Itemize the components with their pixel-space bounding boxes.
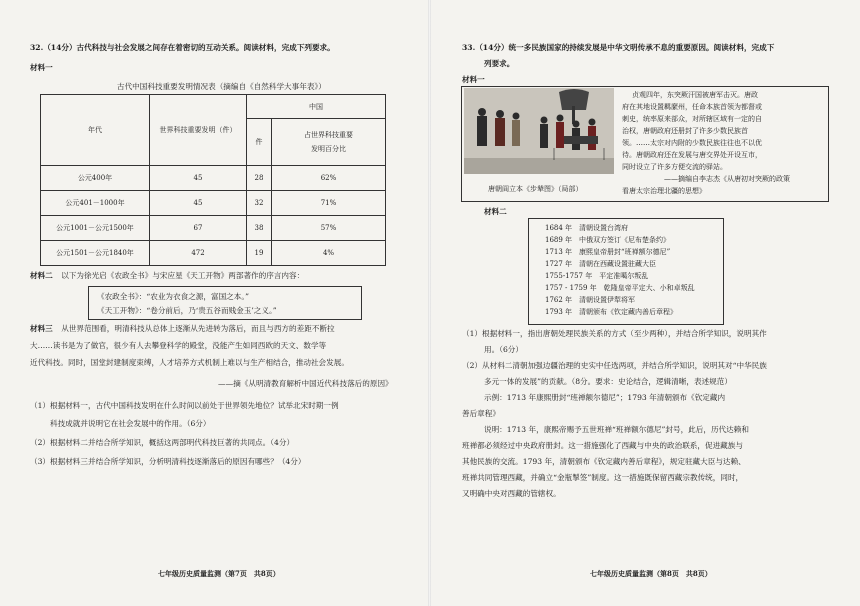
cell-china: 32	[247, 191, 272, 216]
bunian-painting	[464, 88, 614, 174]
cell-pct: 71%	[272, 191, 386, 216]
material1-line: 同时设立了许多方便交流的驿站。	[622, 163, 727, 171]
q32-material3-label: 材料三	[30, 324, 53, 333]
q32-sub1-line2: 科技成就并说明它在社会发展中的作用。（6分）	[50, 419, 211, 428]
q32-material2-label: 材料二	[30, 271, 53, 280]
th-china: 中国	[247, 95, 386, 119]
cell-pct: 4%	[272, 241, 386, 266]
q33-sub1-b: 用。（6分）	[484, 345, 523, 354]
material1-line: 领。……太宗对内附的少数民族往往也不以优	[622, 139, 762, 147]
material1-line: 治权，唐朝政府还册封了许多少数民族首	[622, 127, 748, 135]
painting-illustration	[464, 88, 614, 174]
material1-source: ——摘编自李志杰《从唐初对突厥的政策	[664, 175, 790, 183]
footer-page7: 七年级历史质量监测（第7页 共8页）	[158, 569, 280, 578]
q33-material1-label: 材料一	[462, 75, 485, 84]
q33-sub2-line2: 多元一体的发展”的贡献。（8分。要求：史论结合，逻辑清晰，表述规范）	[484, 377, 732, 386]
cell-pct: 57%	[272, 216, 386, 241]
invention-table	[40, 94, 386, 266]
example-line2: 善后章程》	[462, 409, 500, 418]
q33-sub2-line1: （2）从材料二清朝加强边疆治理的史实中任选两项，并结合所学知识，说明其对“中华民族	[462, 361, 767, 370]
q33-stem-line1: 33.（14分）统一多民族国家的持续发展是中华文明传承不息的重要原因。阅读材料，完成下	[462, 43, 775, 52]
material2-quote-box	[88, 286, 362, 320]
table-row	[41, 241, 386, 266]
th-era: 年代	[41, 95, 150, 166]
timeline-item: 1713 年 康熙皇帝册封“班禅额尔德尼”	[545, 248, 671, 256]
material2-intro: 以下为徐光启《农政全书》与宋应星《天工开物》两部著作的序言内容：	[61, 271, 305, 280]
timeline-item: 1793 年 清朝颁布《钦定藏内善后章程》	[545, 308, 678, 316]
cell-china: 38	[247, 216, 272, 241]
qing-timeline	[528, 218, 724, 325]
material3-line2: 大……读书是为了做官，很少有人去攀登科学的殿堂，没能产生如同西欧的天文、数学等	[30, 341, 327, 350]
th-pct	[272, 119, 386, 166]
material1-line: 待。唐朝政府还在发展与唐交界处开设互市，	[622, 151, 762, 159]
cell-world: 45	[150, 191, 247, 216]
material1-line: 刺史，统率原来部众，对所辖区域有一定的自	[622, 115, 762, 123]
footer-page8: 七年级历史质量监测（第8页 共8页）	[590, 569, 712, 578]
example-explanation: 其他民族的交流。1793 年，清朝颁布《钦定藏内善后章程》，规定驻藏大臣与达赖、	[462, 457, 746, 466]
cell-china: 19	[247, 241, 272, 266]
example-explanation: 班禅共同管理西藏，并确立“金瓶掣签”制度。这一措施既保留西藏宗教传统，同时，	[462, 473, 744, 482]
cell-era: 公元1501－公元1840年	[41, 241, 150, 266]
material1-line: 贞观四年，东突厥汗国被唐军击灭。唐政	[632, 91, 758, 99]
cell-era: 公元1001－公元1500年	[41, 216, 150, 241]
material3-source: ——摘《从明清教育解析中国近代科技落后的原因》	[218, 379, 393, 388]
table-row	[41, 216, 386, 241]
material1-line: 府在其地设置羁縻州，任命本族首领为都督或	[622, 103, 762, 111]
timeline-item: 1755-1757 年 平定准噶尔叛乱	[545, 272, 649, 280]
painting-caption: 唐朝阎立本《步辇图》（局部）	[488, 185, 583, 193]
timeline-item: 1684 年 清朝设置台湾府	[545, 224, 629, 232]
timeline-item: 1757 - 1759 年 乾隆皇帝平定大、小和卓叛乱	[545, 284, 695, 292]
cell-era: 公元400年	[41, 166, 150, 191]
th-world: 世界科技重要发明（件）	[150, 95, 247, 166]
q32-stem: 32.（14分）古代科技与社会发展之间存在着密切的互动关系。阅读材料，完成下列要求。	[30, 43, 335, 52]
quote-tiangong: 《天工开物》：“卷分前后，乃‘贵五谷而贱金玉’之义。”	[97, 306, 277, 315]
q32-material1-label: 材料一	[30, 63, 53, 72]
cell-world: 67	[150, 216, 247, 241]
quote-nongzheng: 《农政全书》：“农业为衣食之源，富国之本。”	[97, 292, 250, 301]
th-count: 件	[247, 119, 272, 166]
timeline-item: 1727 年 清朝在西藏设置驻藏大臣	[545, 260, 657, 268]
table-row	[41, 191, 386, 216]
material3-line1: 从世界范围看，明清科技从总体上逐渐从先进转为落后，而且与西方的差距不断拉	[61, 324, 335, 333]
q33-material2-label: 材料二	[484, 207, 507, 216]
q33-sub1: （1）根据材料一，指出唐朝处理民族关系的方式（至少两种），并结合所学知识，说明其作	[462, 329, 767, 338]
q33-stem-line2: 列要求。	[484, 59, 515, 68]
timeline-item: 1689 年 中俄双方签订《尼布楚条约》	[545, 236, 671, 244]
cell-era: 公元401－1000年	[41, 191, 150, 216]
table-caption: 古代中国科技重要发明情况表（摘编自《自然科学大事年表》）	[117, 82, 326, 91]
q32-sub2: （2）根据材料二并结合所学知识，概括这两部明代科技巨著的共同点。（4分）	[30, 438, 295, 447]
q32-sub1-line1: （1）根据材料一，古代中国科技发明在什么时间以前处于世界领先地位？试举北宋时期一例	[30, 401, 339, 410]
cell-pct: 62%	[272, 166, 386, 191]
material3-line3: 近代科技。同时，国堂封建制度束缚，人才培养方式机制上难以与生产相结合，推动社会发展。	[30, 358, 349, 367]
table-row	[41, 166, 386, 191]
th-pct-line1: 占世界科技重要	[304, 131, 353, 139]
material1-source: 看唐太宗治理北疆的思想》	[622, 187, 706, 195]
q32-sub3: （3）根据材料三并结合所学知识，分析明清科技逐渐落后的原因有哪些？（4分）	[30, 457, 306, 466]
cell-world: 45	[150, 166, 247, 191]
th-pct-line2: 发明百分比	[311, 145, 346, 153]
example-explanation: 班禅都必须经过中央政府册封。这一措施强化了西藏与中央的政治联系，促进藏族与	[462, 441, 743, 450]
example-explanation: 又明确中央对西藏的管辖权。	[462, 489, 561, 498]
timeline-item: 1762 年 清朝设置伊犁将军	[545, 296, 636, 304]
cell-china: 28	[247, 166, 272, 191]
cell-world: 472	[150, 241, 247, 266]
example-explanation: 说明：1713 年，康熙帝赐予五世班禅“班禅额尔德尼”封号，此后，历代达赖和	[484, 425, 749, 434]
example-line1: 示例：1713 年康熙册封“班禅额尔德尼”；1793 年清朝颁布《钦定藏内	[484, 393, 726, 402]
